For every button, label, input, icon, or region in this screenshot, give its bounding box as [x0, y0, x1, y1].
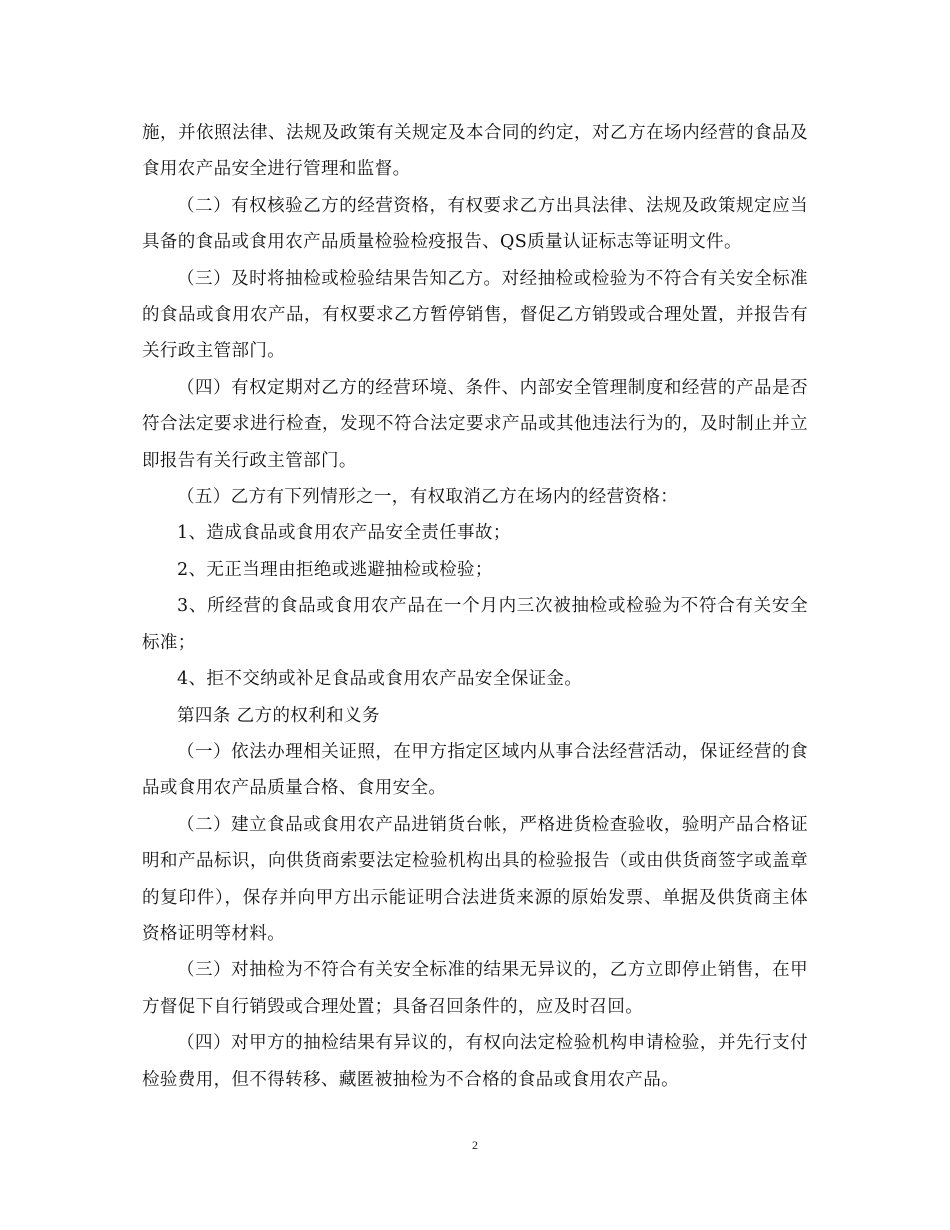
paragraph-party-b-1: （一）依法办理相关证照，在甲方指定区域内从事合法经营活动，保证经营的食品或食用农产品质量合格、食用安全。 [142, 741, 808, 799]
paragraph-clause-3: （三）及时将抽检或检验结果告知乙方。对经抽检或检验为不符合有关安全标准的食品或食用农产品，有权要求乙方暂停销售，督促乙方销毁或合理处置，并报告有关行政主管部门。 [142, 268, 808, 362]
paragraph-party-b-3: （三）对抽检为不符合有关安全标准的结果无异议的，乙方立即停止销售，在甲方督促下自行销毁或合理处置；具备召回条件的，应及时召回。 [142, 960, 808, 1017]
paragraph-clause-5: （五）乙方有下列情形之一，有权取消乙方在场内的经营资格： [177, 487, 679, 508]
paragraph-clause-2: （二）有权核验乙方的经营资格，有权要求乙方出具法律、法规及政策规定应当具备的食品或食用农产品质量检验检疫报告、QS质量认证标志等证明文件。 [142, 195, 808, 253]
page-number: 2 [472, 1138, 478, 1152]
paragraph-party-b-2: （二）建立食品或食用农产品进销货台帐，严格进货检查验收，验明产品合格证明和产品标识，向供货商索要法定检验机构出具的检验报告（或由供货商签字或盖章的复印件），保存并向甲方出示能证明合法进货来源的原始发票、单据及供货商主体资格证明等材料。 [142, 814, 808, 944]
list-item-4: 4、拒不交纳或补足食品或食用农产品安全保证金。 [177, 669, 583, 690]
paragraph-party-b-4: （四）对甲方的抽检结果有异议的，有权向法定检验机构申请检验，并先行支付检验费用，但不得转移、藏匿被抽检为不合格的食品或食用农产品。 [142, 1033, 808, 1090]
list-item-2: 2、无正当理由拒绝或逃避抽检或检验； [177, 559, 493, 580]
paragraph-continuation: 施，并依照法律、法规及政策有关规定及本合同的约定，对乙方在场内经营的食品及食用农产品安全进行管理和监督。 [142, 123, 808, 180]
document-body [142, 115, 808, 1098]
list-item-3: 3、所经营的食品或食用农产品在一个月内三次被抽检或检验为不符合有关安全标准； [142, 596, 808, 653]
article-heading-4: 第四条 乙方的权利和义务 [177, 705, 380, 726]
paragraph-clause-4: （四）有权定期对乙方的经营环境、条件、内部安全管理制度和经营的产品是否符合法定要求进行检查，发现不符合法定要求产品或其他违法行为的，及时制止并立即报告有关行政主管部门。 [142, 377, 808, 471]
list-item-1: 1、造成食品或食用农产品安全责任事故； [177, 523, 511, 544]
